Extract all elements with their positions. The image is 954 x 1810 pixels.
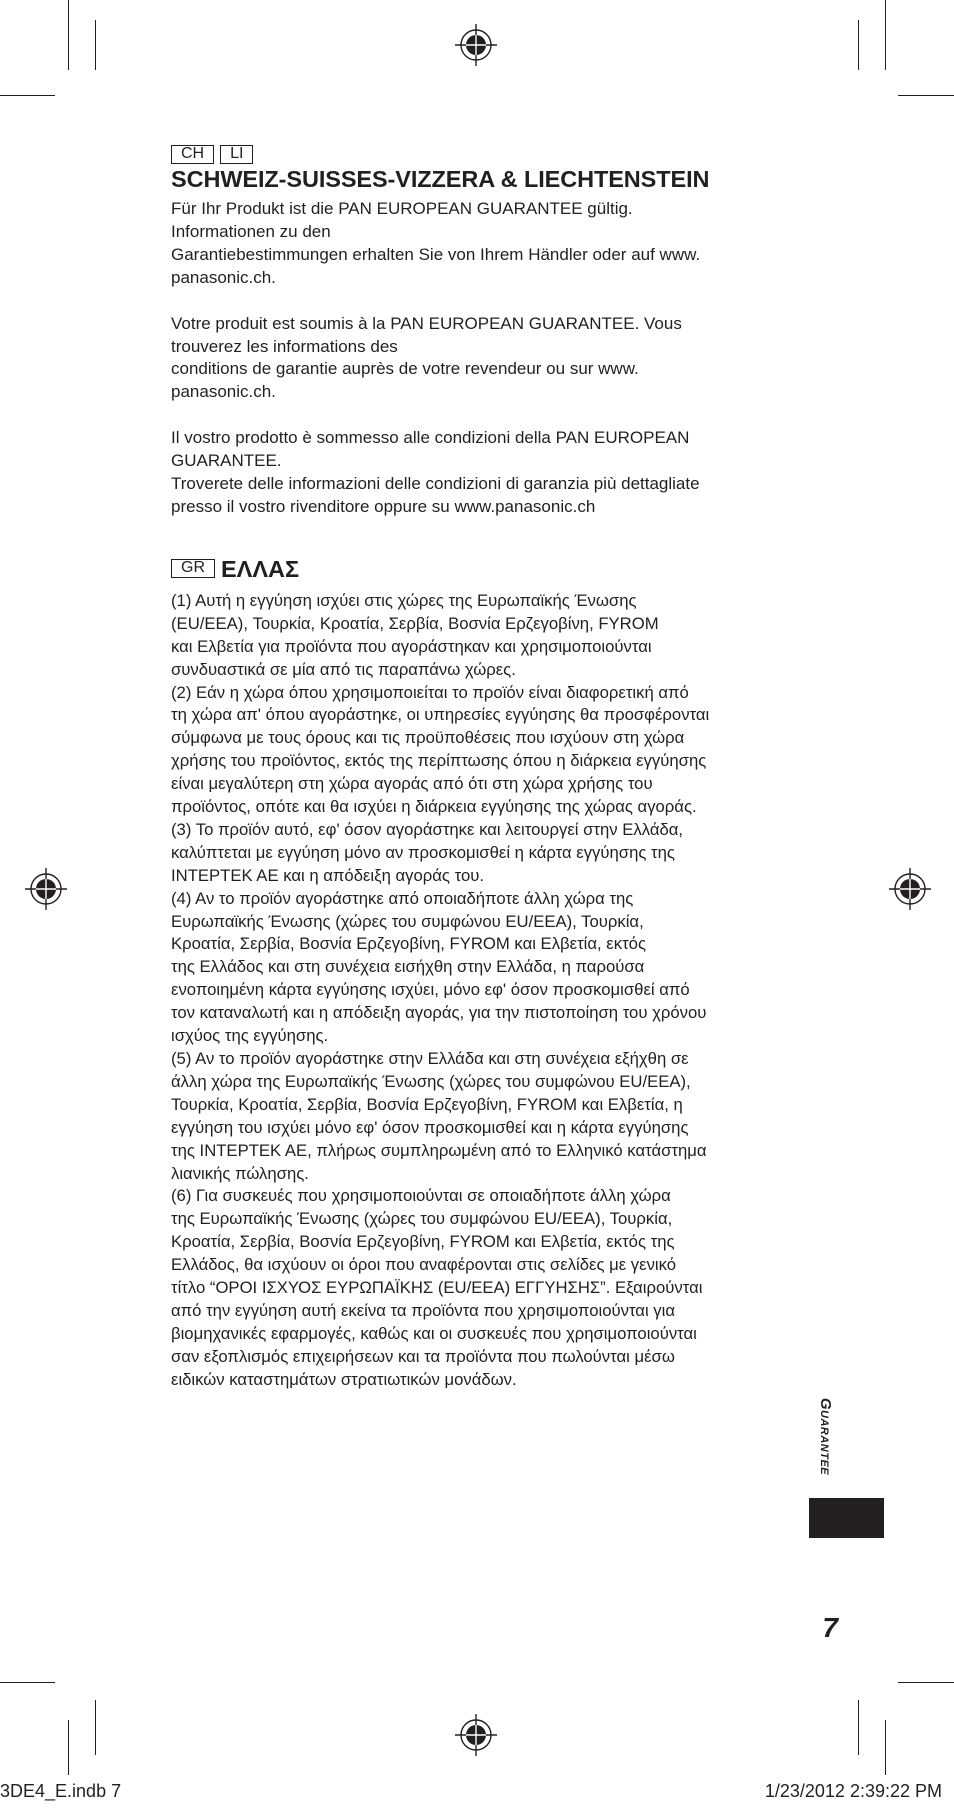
country-badge-gr: GR [171, 559, 215, 578]
text-line: Τουρκία, Κροατία, Σερβία, Βοσνία Ερζεγοβίνη, FYROM και Ελβετία, η [171, 1094, 683, 1114]
text-line: ειδικών καταστημάτων στρατιωτικών μονάδων. [171, 1369, 517, 1389]
greece-heading [171, 556, 811, 582]
page-number: 7 [822, 1612, 838, 1643]
crop-mark [885, 0, 886, 70]
text-line: (6) Για συσκευές που χρησιμοποιούνται σε οποιαδήποτε άλλη χώρα [171, 1186, 671, 1206]
text-line: (2) Εάν η χώρα όπου χρησιμοποιείται το προϊόν είναι διαφορετική από [171, 682, 689, 702]
german-paragraph [171, 198, 811, 290]
text-line: σαν εξοπλισμός επιχειρήσεων και τα προϊόντα που πωλούνται μέσω [171, 1346, 675, 1366]
text-line: προϊόντος, οπότε και θα ισχύει η διάρκεια εγγύησης της χώρας αγοράς. [171, 797, 697, 817]
text-line: τη χώρα απ' όπου αγοράστηκε, οι υπηρεσίες εγγύησης θα προσφέρονται [171, 705, 710, 725]
country-badge-li: LI [220, 145, 253, 164]
text-line: (EU/EEA), Τουρκία, Κροατία, Σερβία, Βοσνία Ερζεγοβίνη, FYROM [171, 613, 659, 633]
greek-paragraphs [171, 590, 811, 1392]
text-line: είναι μεγαλύτερη στη χώρα αγοράς από ότι στη χώρα χρήσης του [171, 774, 653, 794]
text-line: χρήσης του προϊόντος, εκτός της περίπτωσης όπου η διάρκεια εγγύησης [171, 751, 707, 771]
text-line: εγγύηση του ισχύει μόνο εφ' όσον προσκομισθεί και η κάρτα εγγύησης [171, 1117, 689, 1137]
page-content [171, 145, 811, 1392]
text-line: Votre produit est soumis à la PAN EUROPEAN GUARANTEE. Vous [171, 313, 682, 333]
text-line: trouverez les informations des [171, 336, 398, 356]
crop-mark [898, 95, 954, 96]
text-line: τον καταναλωτή και η απόδειξη αγοράς, για την πιστοποίηση του χρόνου [171, 1003, 707, 1023]
text-line: της Ελλάδος και στη συνέχεια εισήχθη στην Ελλάδα, η παρούσα [171, 957, 645, 977]
text-line: τίτλο “ΟΡΟΙ ΙΣΧΥΟΣ ΕΥΡΩΠΑΪΚΗΣ (EU/EEA) ΕΓΓΥΗΣΗΣ”. Εξαιρούνται [171, 1278, 703, 1298]
text-line: και Ελβετία για προϊόντα που αγοράστηκαν και χρησιμοποιούνται [171, 636, 652, 656]
text-line: Ευρωπαϊκής Ένωσης (χώρες του συμφώνου EU/EEA), Τουρκία, [171, 911, 644, 931]
french-paragraph [171, 313, 811, 405]
slug-timestamp: 1/23/2012 2:39:22 PM [764, 1781, 942, 1801]
text-line: Für Ihr Produkt ist die PAN EUROPEAN GUARANTEE gültig. [171, 199, 633, 218]
crop-mark [68, 0, 69, 70]
text-line: (3) Το προϊόν αυτό, εφ' όσον αγοράστηκε και λειτουργεί στην Ελλάδα, [171, 819, 684, 839]
text-line: Garantiebestimmungen erhalten Sie von Ihrem Händler oder auf www. [171, 244, 701, 264]
text-line: ΙΝΤΕΡΤΕΚ ΑΕ και η απόδειξη αγοράς του. [171, 865, 485, 885]
section-title-greece: ΕΛΛΑΣ [221, 555, 300, 582]
country-badges [171, 145, 811, 165]
text-line: της Ευρωπαϊκής Ένωσης (χώρες του συμφώνου EU/EEA), Τουρκία, [171, 1209, 673, 1229]
text-line: λιανικής πώλησης. [171, 1163, 309, 1183]
slug-file-name: 3DE4_E.indb 7 [0, 1781, 122, 1801]
text-line: από την εγγύηση αυτή εκείνα τα προϊόντα που χρησιμοποιούνται για [171, 1300, 675, 1320]
text-line: ενοποιημένη κάρτα εγγύησης ισχύει, μόνο εφ' όσον προσκομισθεί από [171, 980, 690, 1000]
crop-mark [68, 1720, 69, 1775]
text-line: Informationen zu den [171, 221, 331, 241]
country-badge-ch: CH [171, 145, 214, 164]
crop-mark [858, 20, 859, 70]
registration-mark-icon [889, 868, 931, 910]
text-line: της ΙΝΤΕΡΤΕΚ ΑΕ, πλήρως συμπληρωμένη από το Ελληνικό κατάστημα [171, 1140, 707, 1160]
text-line: άλλη χώρα της Ευρωπαϊκής Ένωσης (χώρες του συμφώνου EU/EEA), [171, 1071, 691, 1091]
thumb-index-tab [809, 1498, 884, 1538]
crop-mark [898, 1682, 954, 1683]
text-line: βιομηχανικές εφαρμογές, καθώς και οι συσκευές που χρησιμοποιούνται [171, 1323, 697, 1343]
crop-mark [885, 1720, 886, 1775]
text-line: panasonic.ch. [171, 382, 276, 402]
text-line: ισχύος της εγγύησης. [171, 1026, 329, 1046]
text-line: GUARANTEE. [171, 451, 282, 471]
text-line: panasonic.ch. [171, 267, 276, 287]
crop-mark [95, 1700, 96, 1755]
text-line: (1) Αυτή η εγγύηση ισχύει στις χώρες της Ευρωπαϊκής Ένωσης [171, 590, 637, 610]
text-line: conditions de garantie auprès de votre revendeur ou sur www. [171, 359, 639, 379]
crop-mark [0, 95, 55, 96]
text-line: Il vostro prodotto è sommesso alle condizioni della PAN EUROPEAN [171, 428, 690, 448]
text-line: σύμφωνα με τους όρους και τις προϋποθέσεις που ισχύουν στη χώρα [171, 728, 685, 748]
registration-mark-icon [25, 868, 67, 910]
section-title-switzerland: SCHWEIZ-SUISSES-VIZZERA & LIECHTENSTEIN [171, 166, 710, 192]
text-line: (5) Αν το προϊόν αγοράστηκε στην Ελλάδα και στη συνέχεια εξήχθη σε [171, 1049, 689, 1068]
crop-mark [0, 1682, 55, 1683]
side-section-label [813, 1380, 839, 1492]
registration-mark-icon [455, 1714, 497, 1756]
crop-mark [95, 20, 96, 70]
text-line: (4) Αν το προϊόν αγοράστηκε από οποιαδήποτε άλλη χώρα της [171, 888, 634, 908]
side-section-label-text: Guarantee [817, 1397, 835, 1475]
text-line: presso il vostro rivenditore oppure su www.panasonic.ch [171, 496, 596, 516]
text-line: συνδυαστικά σε μία από τις παραπάνω χώρες. [171, 659, 516, 679]
text-line: Ελλάδος, θα ισχύουν οι όροι που αναφέρονται στις σελίδες με γενικό [171, 1255, 677, 1275]
registration-mark-icon [455, 24, 497, 66]
text-line: Κροατία, Σερβία, Βοσνία Ερζεγοβίνη, FYROM και Ελβετία, εκτός της [171, 1232, 675, 1252]
text-line: Troverete delle informazioni delle condizioni di garanzia più dettagliate [171, 474, 700, 494]
text-line: Κροατία, Σερβία, Βοσνία Ερζεγοβίνη, FYROM και Ελβετία, εκτός [171, 934, 646, 954]
crop-mark [858, 1700, 859, 1755]
text-line: καλύπτεται με εγγύηση μόνο αν προσκομισθεί η κάρτα εγγύησης της [171, 842, 675, 862]
italian-paragraph [171, 427, 811, 519]
